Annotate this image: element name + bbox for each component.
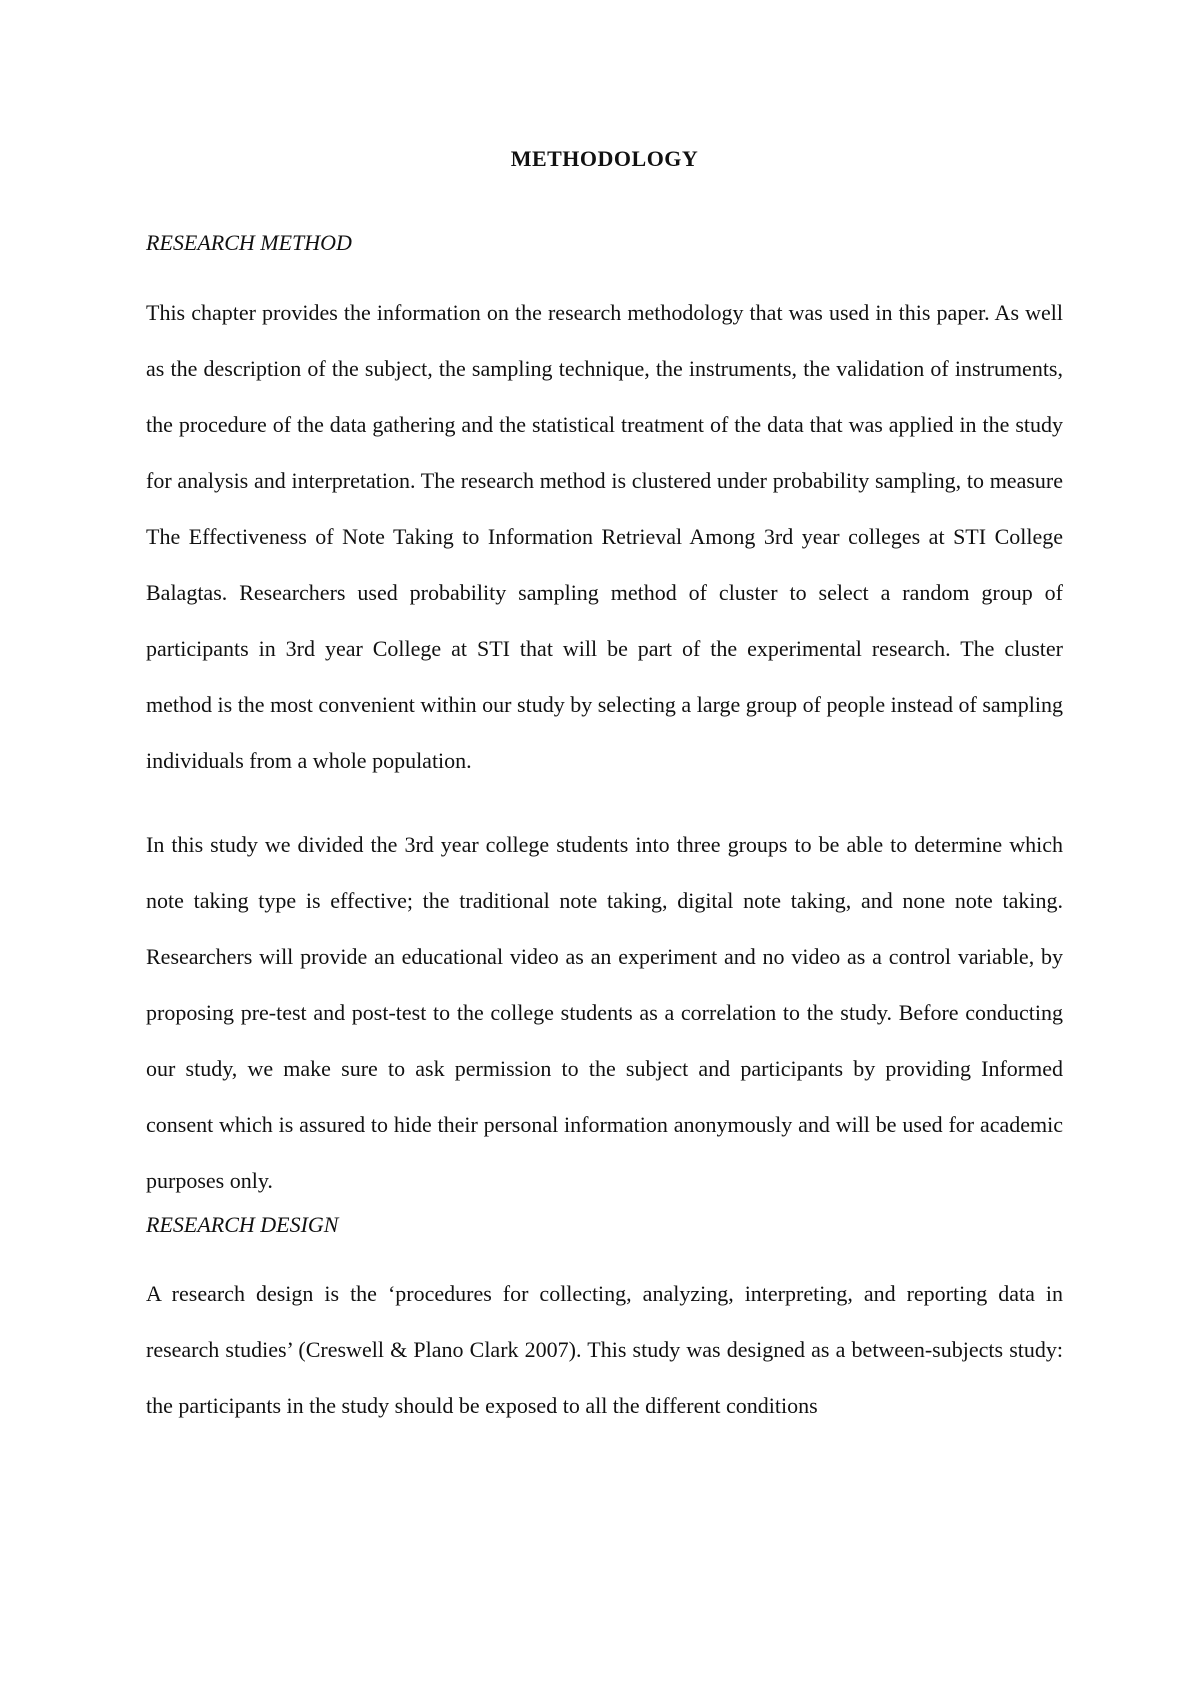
section-heading-research-design: RESEARCH DESIGN <box>146 1212 339 1237</box>
section-heading-research-method: RESEARCH METHOD <box>146 230 352 255</box>
paragraph-research-method-1: This chapter provides the information on the research methodology that was used in this paper. As well as the description of the subject, the sampling technique, the instruments, the validation of instruments, the procedure of the data gathering and the statistical treatment of the data that was applied in the study for analysis and interpretation. The research method is clustered under probability sampling, to measure The Effectiveness of Note Taking to Information Retrieval Among 3rd year colleges at STI College Balagtas. Researchers used probability sampling method of cluster to select a random group of participants in 3rd year College at STI that will be part of the experimental research. The cluster method is the most convenient within our study by selecting a large group of people instead of sampling individuals from a whole population. <box>146 300 1063 773</box>
paragraph-research-design-1: A research design is the ‘procedures for collecting, analyzing, interpreting, and reporting data in research studies’ (Creswell & Plano Clark 2007). This study was designed as a between-subjects study: the participants in the study should be exposed to all the different conditions <box>146 1281 1063 1418</box>
document-title: METHODOLOGY <box>510 146 699 171</box>
paragraph-research-method-2: In this study we divided the 3rd year college students into three groups to be able to determine which note taking type is effective; the traditional note taking, digital note taking, and none note taking. Researchers will provide an educational video as an experiment and no video as a control variable, by proposing pre-test and post-test to the college students as a correlation to the study. Before conducting our study, we make sure to ask permission to the subject and participants by providing Informed consent which is assured to hide their personal information anonymously and will be used for academic purposes only. <box>146 832 1063 1193</box>
